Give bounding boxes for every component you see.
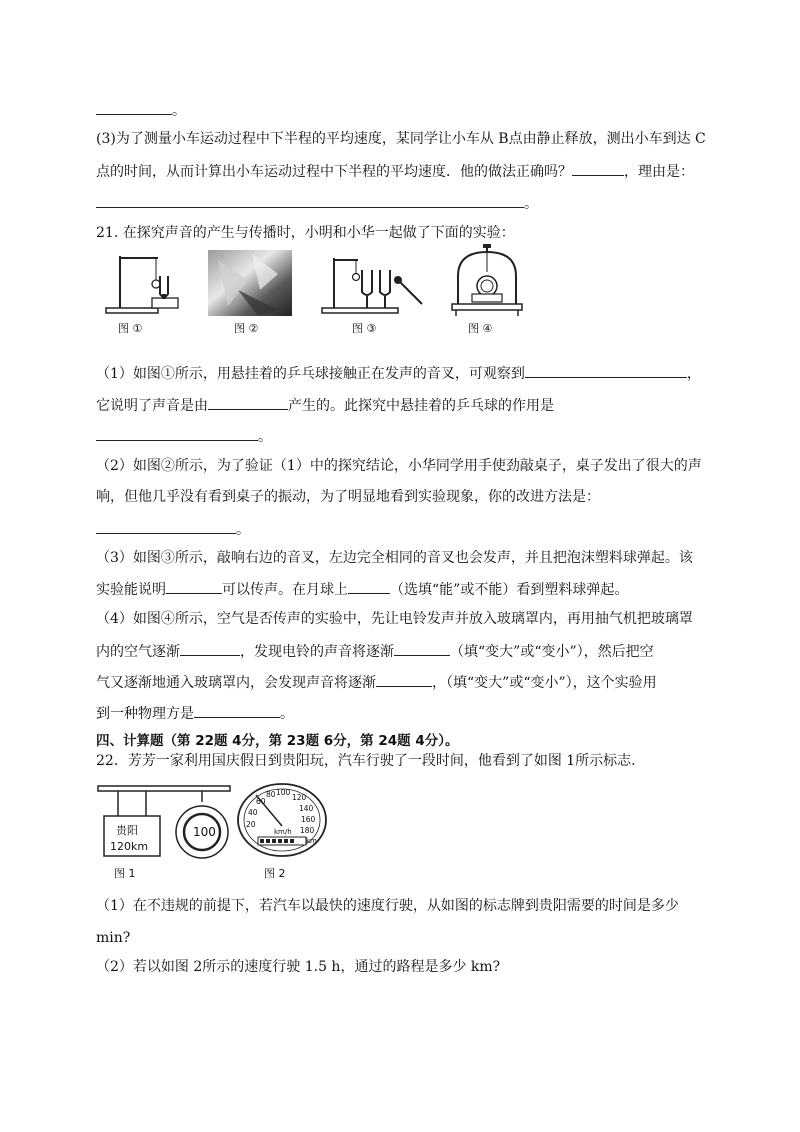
speed-limit-value: 100 [193, 825, 216, 839]
odometer-unit: km [306, 837, 317, 845]
gauge-tick-100: 100 [276, 788, 291, 797]
gauge-unit: km/h [274, 828, 292, 836]
answer-blank [96, 519, 236, 534]
gauge-tick-160: 160 [301, 815, 316, 824]
q22-intro: 22．芳芳一家利用国庆假日到贵阳玩，汽车行驶了一段时间，他看到了如图 1所示标志. [96, 753, 636, 769]
q21-p3-line1: （3）如图③所示，敲响右边的音叉，左边完全相同的音叉也会发声，并且把泡沫塑料球弹起。该 [96, 550, 693, 566]
q20-tail: 。 [96, 100, 186, 120]
figure-2-caption: 图 ② [234, 322, 259, 335]
q21-p4-line4: 到一种物理方是 。 [96, 703, 294, 723]
figure-4-caption: 图 ④ [468, 322, 493, 335]
q21-p2-line1: （2）如图②所示，为了验证（1）中的探究结论，小华同学用手使劲敲桌子，桌子发出了很大的声 [96, 458, 702, 474]
figure-1-caption-q22: 图 1 [114, 867, 136, 880]
q21-p1-line1: （1）如图①所示，用悬挂着的乒乓球接触正在发声的音叉，可观察到 ， [96, 363, 701, 383]
answer-blank [96, 100, 172, 115]
q21-p3-line2: 实验能说明 可以传声。在月球上 （选填“能”或不能）看到塑料球弹起。 [96, 579, 628, 599]
answer-blank [376, 672, 432, 687]
gauge-tick-180: 180 [300, 826, 315, 835]
answer-blank [525, 363, 687, 378]
gauge-tick-140: 140 [299, 804, 314, 813]
q21-p2-line3: 。 [96, 519, 250, 539]
gauge-tick-80: 80 [266, 790, 276, 799]
figure-1-caption: 图 ① [118, 322, 143, 335]
answer-blank [572, 161, 624, 176]
answer-blank [348, 579, 390, 594]
figure-2-caption-q22: 图 2 [264, 867, 286, 880]
gauge-tick-60: 60 [256, 797, 266, 806]
gauge-tick-20: 20 [246, 820, 256, 829]
section-4-title: 四、计算题（第 22题 4分，第 23题 6分，第 24题 4分）。 [96, 733, 459, 749]
q20-3-line3: 。 [96, 193, 538, 213]
figure-1-tuning-fork-ball [104, 250, 182, 318]
sign-distance: 120km [110, 840, 149, 853]
figure-2-photo [208, 250, 292, 316]
sign-city: 贵阳 [116, 824, 138, 837]
q20-3-line1: (3)为了测量小车运动过程中下半程的平均速度，某同学让小车从 B点由静止释放，测出小车到达 C [96, 131, 706, 147]
answer-blank [194, 703, 280, 718]
q21-p2-line2: 响，但他几乎没有看到桌子的振动，为了明显地看到实验现象，你的改进方法是： [96, 489, 600, 505]
q20-3-line2: 点的时间，从而计算出小车运动过程中下半程的平均速度．他的做法正确吗？ ，理由是： [96, 161, 694, 181]
answer-blank [180, 641, 240, 656]
q21-p4-line3: 气又逐渐地通入玻璃罩内，会发现声音将逐渐 ，（填“变大”或“变小”），这个实验用 [96, 672, 657, 692]
answer-blank [96, 193, 524, 208]
q21-p1-line2: 它说明了声音是由 产生的。此探究中悬挂着的乒乓球的作用是 [96, 395, 554, 415]
q22-sub1-line2: min? [96, 930, 131, 946]
figure-3-caption: 图 ③ [352, 322, 377, 335]
answer-blank [166, 579, 222, 594]
q21-p4-line1: （4）如图④所示，空气是否传声的实验中，先让电铃发声并放入玻璃罩内，再用抽气机把玻璃罩 [96, 611, 693, 627]
q21-p4-line2: 内的空气逐渐 ，发现电铃的声音将逐渐 （填“变大”或“变小”），然后把空 [96, 641, 654, 661]
answer-blank [394, 641, 450, 656]
answer-blank [208, 395, 288, 410]
q22-sub1-line1: （1）在不违规的前提下，若汽车以最快的速度行驶，从如图的标志牌到贵阳需要的时间是多少 [96, 898, 679, 914]
figure-3-two-forks [318, 250, 430, 316]
q21-p1-line3: 。 [96, 426, 272, 446]
q21-intro: 21. 在探究声音的产生与传播时，小明和小华一起做了下面的实验： [96, 225, 515, 241]
figure-4-bell-jar [450, 242, 524, 318]
gauge-tick-120: 120 [292, 793, 307, 802]
q22-sub2: （2）若以如图 2所示的速度行驶 1.5 h，通过的路程是多少 km? [96, 959, 501, 975]
answer-blank [96, 426, 258, 441]
gauge-tick-40: 40 [248, 808, 258, 817]
